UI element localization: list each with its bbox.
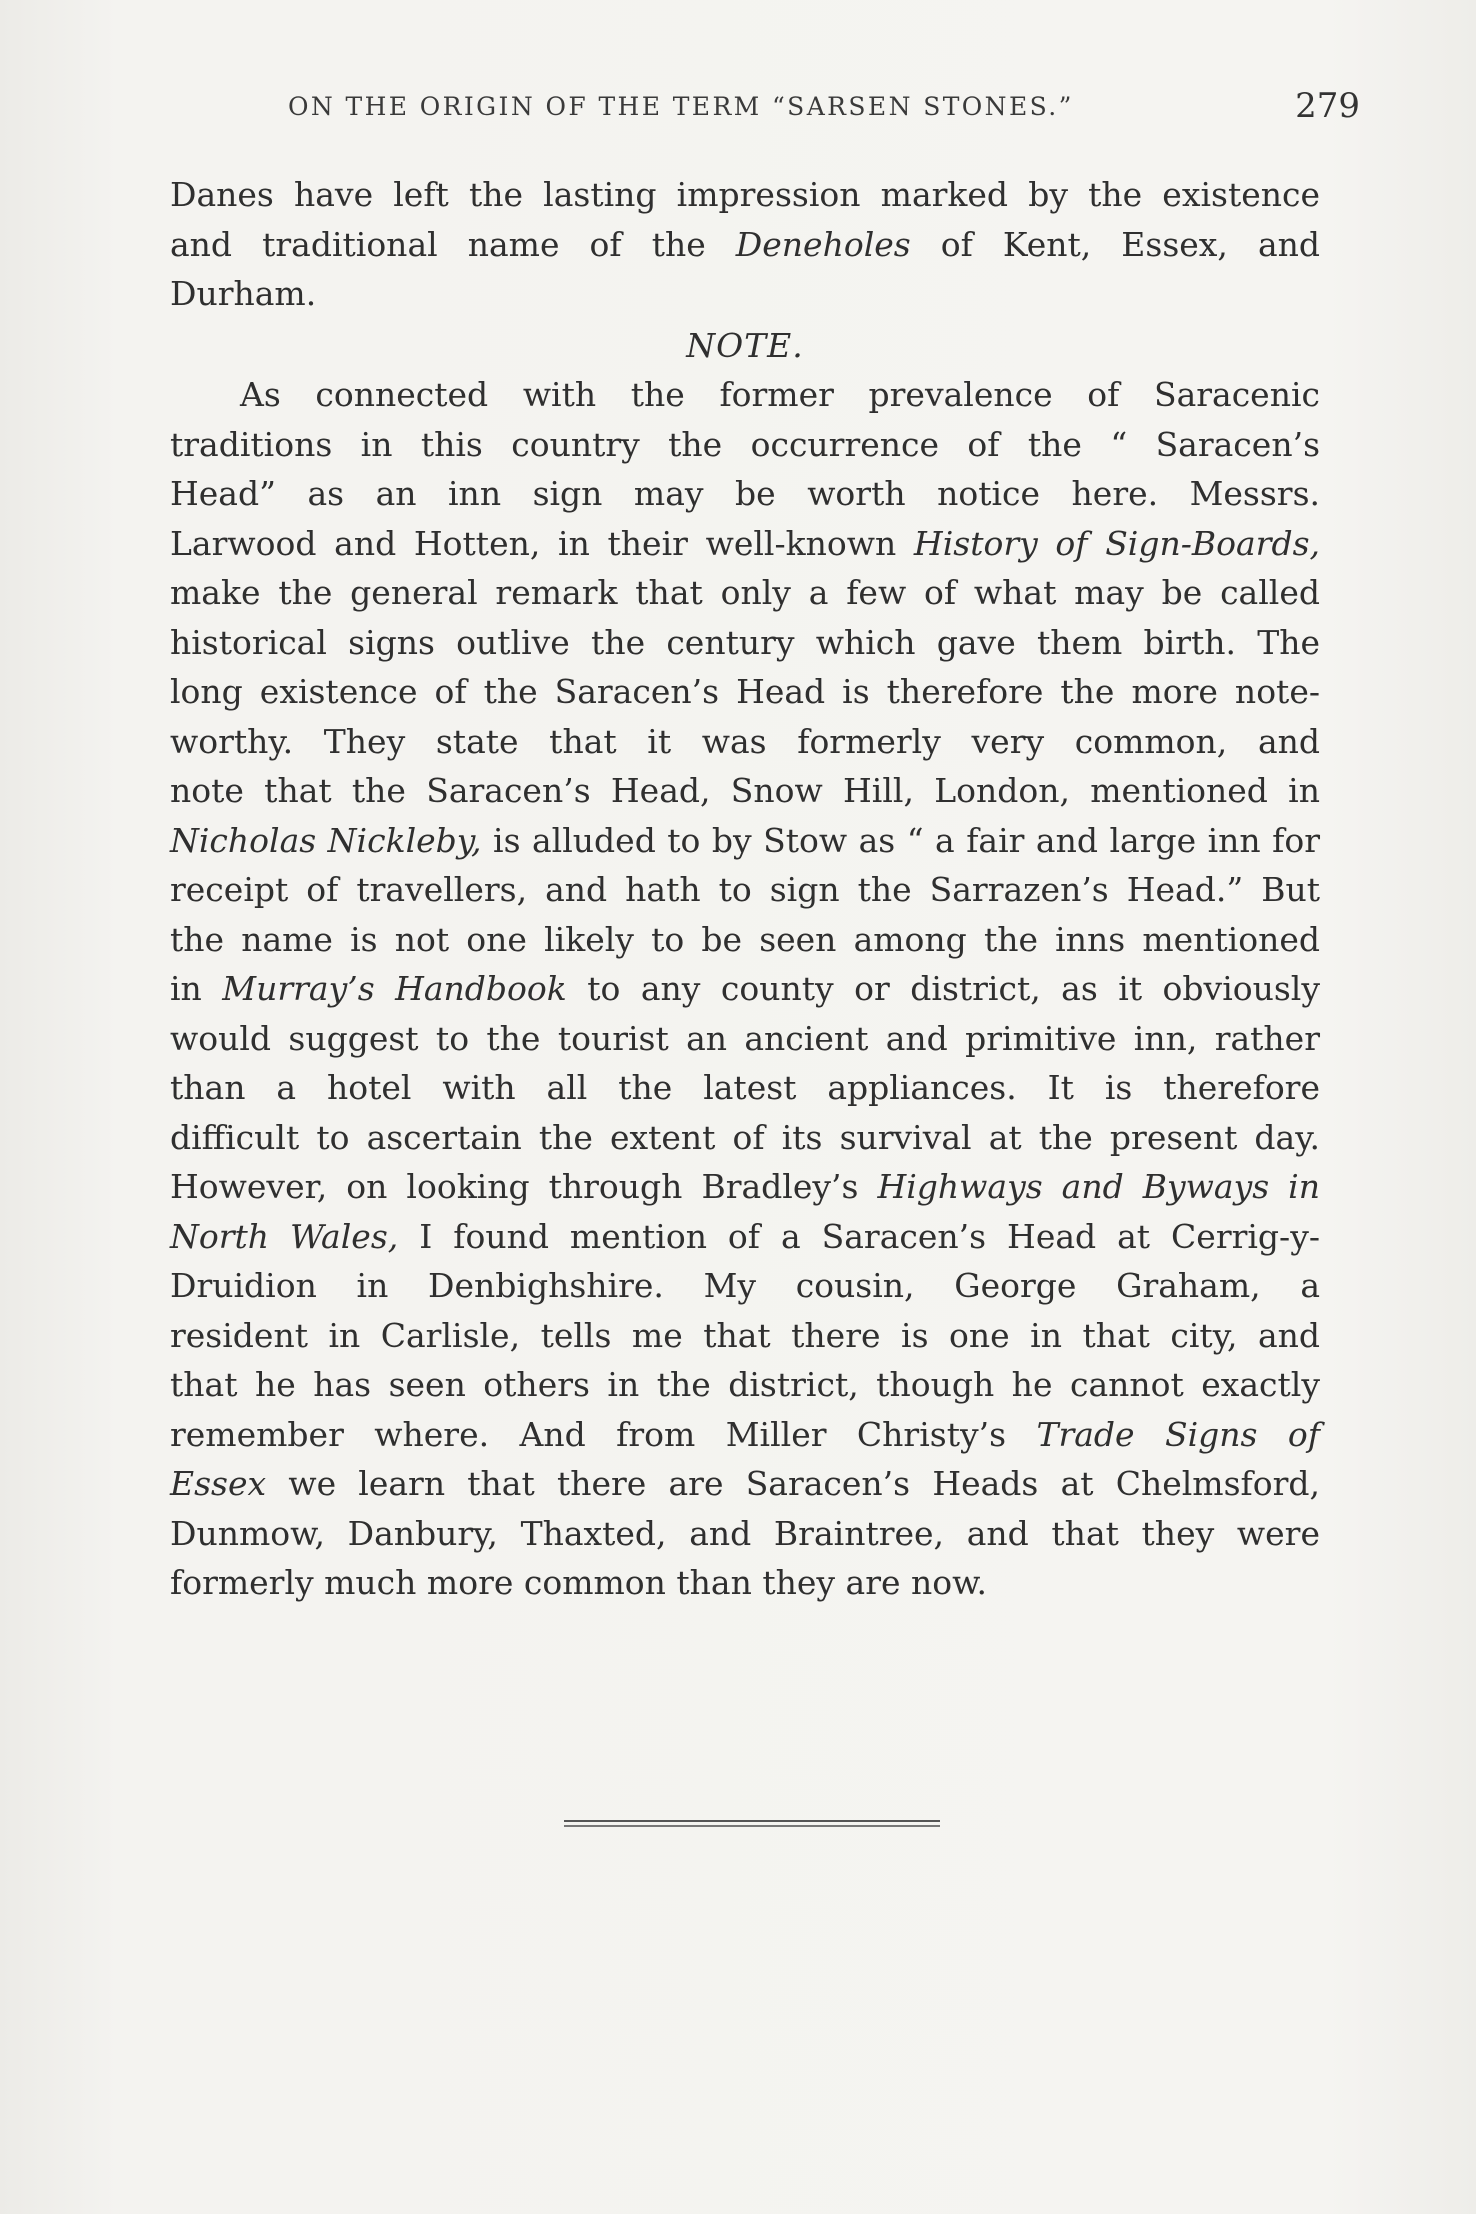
text-line: receipt of travellers, and hath to sign the Sarrazen’s Head.” But bbox=[170, 870, 1320, 909]
running-title: ON THE ORIGIN OF THE TERM “SARSEN STONES.” bbox=[288, 92, 1074, 121]
text-run: in bbox=[170, 969, 223, 1008]
text-line bbox=[170, 1459, 1320, 1509]
text-line: formerly much more common than they are now. bbox=[170, 1563, 987, 1602]
text-line: historical signs outlive the century which gave them birth. The bbox=[170, 622, 1320, 662]
rule-line-bottom bbox=[564, 1825, 940, 1827]
text-line bbox=[170, 816, 1320, 866]
text-line: worthy. They state that it was formerly very common, and bbox=[170, 721, 1320, 761]
italic-title: Deneholes bbox=[735, 224, 911, 264]
text-line: note that the Saracen’s Head, Snow Hill, London, mentioned in bbox=[170, 771, 1320, 810]
text-line: that he has seen others in the district, though he cannot exactly bbox=[170, 1365, 1320, 1404]
italic-title: Essex bbox=[170, 1464, 267, 1503]
text-line bbox=[170, 964, 1320, 1014]
text-line: Danes have left the lasting impression marked by the existence bbox=[170, 175, 1320, 214]
text-run: and traditional name of the bbox=[170, 224, 736, 264]
text-line: Durham. bbox=[170, 274, 317, 313]
text-line: make the general remark that only a few of what may be called bbox=[170, 573, 1320, 612]
note-heading: NOTE. bbox=[686, 325, 804, 365]
italic-title: Nicholas Nickleby, bbox=[170, 820, 482, 860]
rule-line-top bbox=[564, 1820, 940, 1822]
italic-title: Murray’s Handbook bbox=[222, 969, 567, 1008]
text-run: Larwood and Hotten, in their well-known bbox=[170, 523, 914, 563]
text-line: Druidion in Denbighshire. My cousin, George Graham, a bbox=[170, 1266, 1320, 1305]
text-run: we learn that there are Saracen’s Heads at Chelmsford, bbox=[266, 1464, 1320, 1503]
italic-title: History of Sign-Boards, bbox=[913, 523, 1320, 563]
text-run: of Kent, Essex, and bbox=[910, 224, 1320, 264]
body-text bbox=[170, 170, 1320, 1608]
page-number: 279 bbox=[1295, 86, 1360, 126]
text-run: is alluded to by Stow as “ a fair and large inn for bbox=[481, 820, 1320, 860]
text-run: remember where. And from Miller Christy’s bbox=[170, 1414, 1037, 1454]
text-line: long existence of the Saracen’s Head is therefore the more note- bbox=[170, 672, 1320, 711]
text-line: traditions in this country the occurrence of the “ Saracen’s bbox=[170, 424, 1320, 464]
italic-title: Trade Signs of bbox=[1036, 1414, 1320, 1454]
text-line: would suggest to the tourist an ancient and primitive inn, rather bbox=[170, 1018, 1320, 1058]
text-line: resident in Carlisle, tells me that there is one in that city, and bbox=[170, 1315, 1320, 1355]
text-line: the name is not one likely to be seen among the inns mentioned bbox=[170, 919, 1320, 959]
page-header bbox=[170, 84, 1360, 134]
text-run: However, on looking through Bradley’s bbox=[170, 1167, 878, 1206]
text-line bbox=[170, 519, 1320, 569]
text-run: I found mention of a Saracen’s Head at Cerrig-y- bbox=[398, 1216, 1320, 1256]
italic-title: North Wales, bbox=[170, 1216, 399, 1256]
text-line bbox=[170, 220, 1320, 270]
italic-title: Highways and Byways in bbox=[877, 1167, 1320, 1206]
text-run: to any county or district, as it obviously bbox=[566, 969, 1320, 1008]
text-line: difficult to ascertain the extent of its survival at the present day. bbox=[170, 1117, 1320, 1157]
text-line bbox=[170, 1162, 1320, 1212]
section-end-rule bbox=[564, 1820, 940, 1827]
text-line: Dunmow, Danbury, Thaxted, and Braintree, and that they were bbox=[170, 1513, 1320, 1553]
text-line bbox=[170, 1410, 1320, 1460]
text-line bbox=[170, 1212, 1320, 1262]
text-line: than a hotel with all the latest appliances. It is therefore bbox=[170, 1068, 1320, 1107]
text-line: As connected with the former prevalence of Saracenic bbox=[240, 375, 1320, 414]
text-line: Head” as an inn sign may be worth notice here. Messrs. bbox=[170, 474, 1320, 513]
